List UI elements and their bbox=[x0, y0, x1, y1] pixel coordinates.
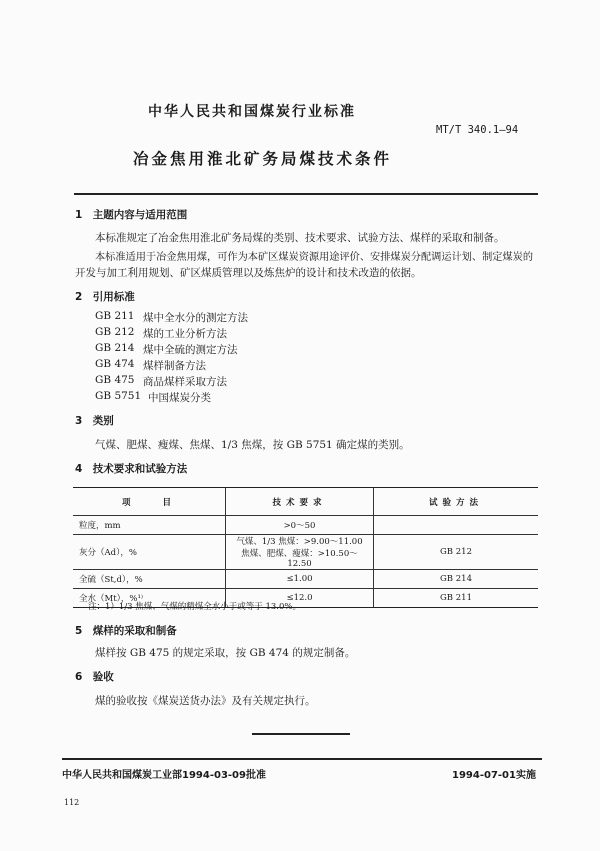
page-number: 112 bbox=[64, 798, 80, 807]
section-2-heading: 2 引用标准 bbox=[75, 291, 135, 303]
section-6-heading: 6 验收 bbox=[75, 671, 114, 683]
reference-title: 煤中全水分的测定方法 bbox=[143, 312, 248, 324]
reference-code: GB 5751 bbox=[95, 390, 142, 402]
reference-code: GB 474 bbox=[95, 358, 135, 370]
divider bbox=[74, 193, 538, 195]
standard-code: MT/T 340.1—94 bbox=[436, 124, 519, 136]
table-row: 全硫（St,d），% ≤1.00 GB 214 bbox=[73, 570, 538, 589]
reference-code: GB 212 bbox=[95, 326, 135, 338]
reference-code: GB 475 bbox=[95, 374, 135, 386]
table-note: 注：1）1/3 焦煤、气煤的精煤全水小于或等于 13.0%。 bbox=[88, 602, 301, 612]
reference-title: 商品煤样采取方法 bbox=[143, 376, 227, 388]
table-row: 灰分（Ad），% 气煤、1/3 焦煤：>9.00～11.00 焦煤、肥煤、瘦煤：>10.50～12.50 GB 212 bbox=[73, 535, 538, 570]
section-4-heading: 4 技术要求和试验方法 bbox=[75, 463, 188, 475]
column-header: 试验方法 bbox=[374, 488, 539, 516]
column-header: 技术要求 bbox=[226, 488, 374, 516]
table-row: 全水（Mt），%¹⁾ ≤12.0 GB 211 bbox=[73, 589, 538, 608]
paragraph: 本标准适用于冶金焦用煤，可作为本矿区煤炭资源用途评价、安排煤炭分配调运计划、制定煤炭的 bbox=[95, 252, 534, 263]
reference-title: 中国煤炭分类 bbox=[148, 392, 211, 404]
reference-title: 煤中全硫的测定方法 bbox=[143, 344, 238, 356]
section-5-heading: 5 煤样的采取和制备 bbox=[75, 625, 177, 637]
section-1-heading: 1 主题内容与适用范围 bbox=[75, 209, 188, 221]
org-title: 中华人民共和国煤炭行业标准 bbox=[148, 104, 356, 120]
reference-code: GB 214 bbox=[95, 342, 135, 354]
table-row: 粒度，mm >0～50 bbox=[73, 516, 538, 535]
paragraph: 煤样按 GB 475 的规定采取，按 GB 474 的规定制备。 bbox=[95, 647, 356, 659]
reference-title: 煤样制备方法 bbox=[143, 360, 206, 372]
paragraph: 本标准规定了冶金焦用淮北矿务局煤的类别、技术要求、试验方法、煤样的采取和制备。 bbox=[95, 232, 505, 244]
column-header: 项 目 bbox=[73, 488, 226, 516]
end-line bbox=[252, 733, 350, 735]
section-3-heading: 3 类别 bbox=[75, 415, 114, 427]
document-title: 冶金焦用淮北矿务局煤技术条件 bbox=[133, 150, 393, 168]
approval-date: 中华人民共和国煤炭工业部1994-03-09批准 bbox=[62, 770, 266, 781]
reference-title: 煤的工业分析方法 bbox=[143, 328, 227, 340]
footer-divider bbox=[62, 758, 542, 760]
paragraph: 煤的验收按《煤炭送货办法》及有关规定执行。 bbox=[95, 695, 316, 707]
paragraph: 开发与加工利用规划、矿区煤质管理以及炼焦炉的设计和技术改造的依据。 bbox=[75, 267, 422, 279]
reference-code: GB 211 bbox=[95, 310, 135, 322]
effective-date: 1994-07-01实施 bbox=[452, 770, 536, 781]
requirements-table bbox=[73, 487, 538, 608]
paragraph: 气煤、肥煤、瘦煤、焦煤、1/3 焦煤，按 GB 5751 确定煤的类别。 bbox=[95, 439, 410, 451]
